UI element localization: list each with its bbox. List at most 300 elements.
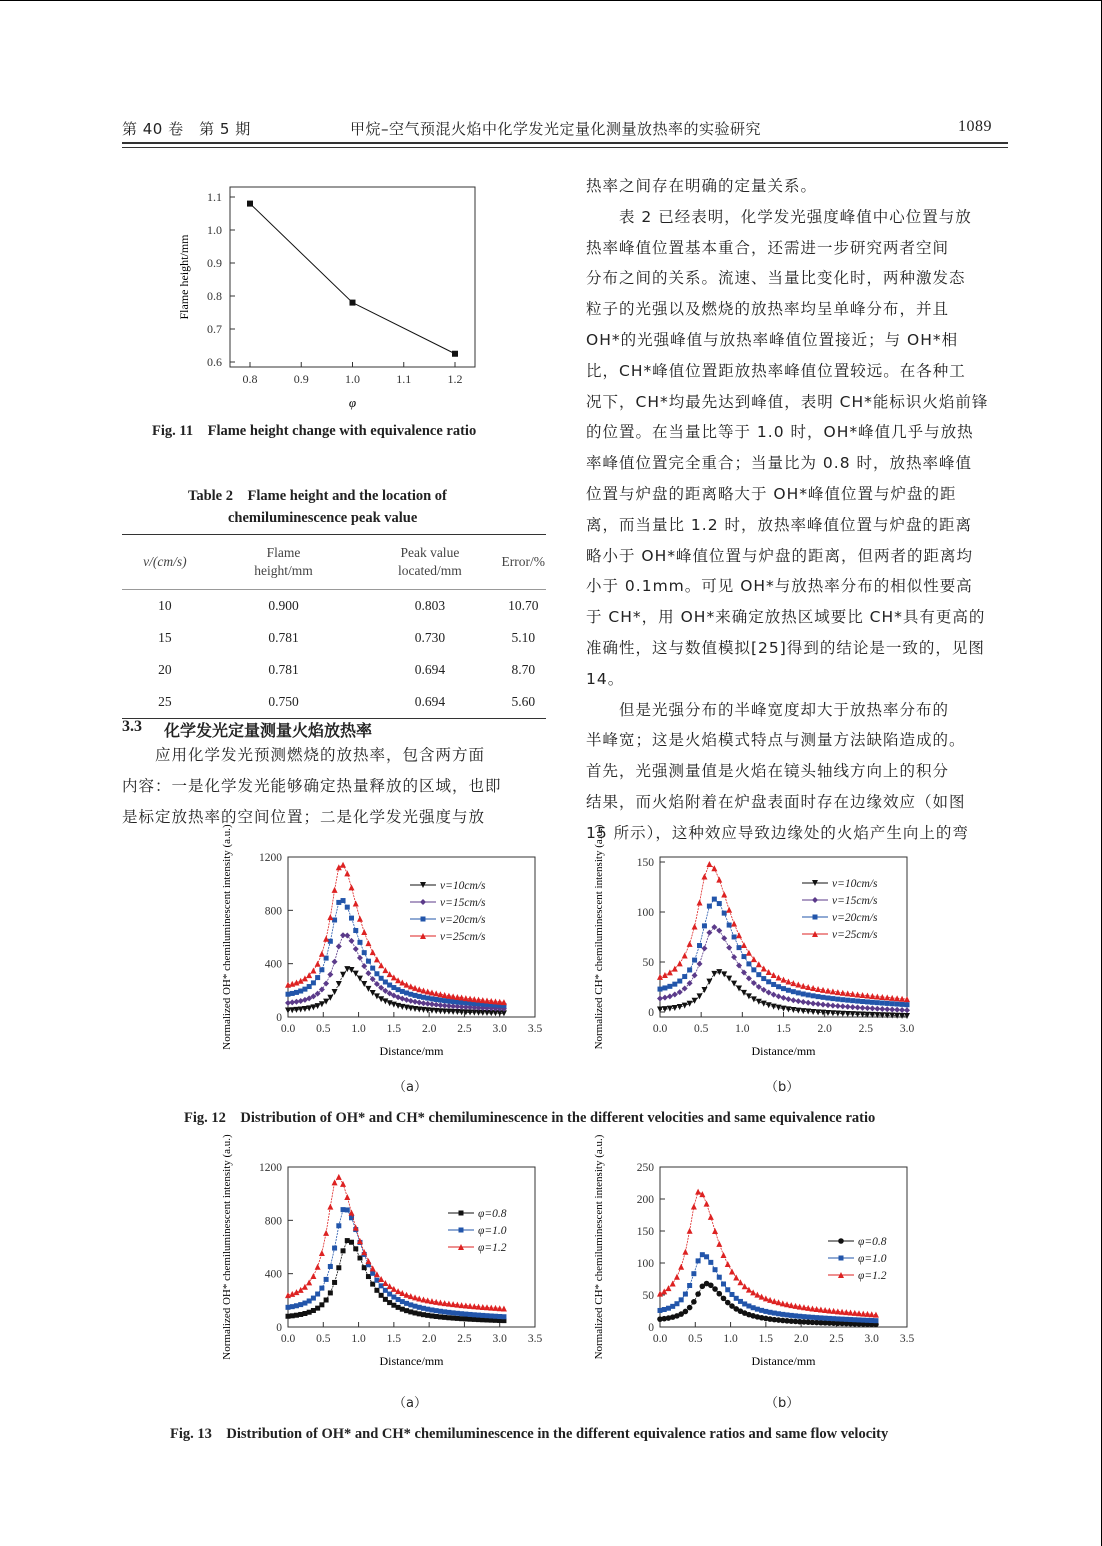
data-point [733, 1274, 739, 1280]
data-point [707, 904, 712, 909]
data-point [717, 1275, 722, 1280]
table-row [122, 622, 546, 654]
data-point [716, 969, 722, 975]
x-tick-label: 3.0 [899, 1023, 915, 1035]
data-point [696, 1258, 701, 1263]
text-line: 分布之间的关系。流速、当量比变化时，两种激发态 [586, 269, 966, 288]
fig13b-label: （b） [765, 1396, 800, 1411]
data-point [850, 998, 855, 1003]
data-point [830, 996, 835, 1001]
text-line: 粒子的光强以及燃烧的放热率均呈单峰分布，并且 [586, 300, 950, 319]
data-point [796, 990, 801, 995]
data-point [885, 1001, 890, 1006]
table-cell: 10 [158, 598, 172, 613]
table-cell: 10.70 [508, 598, 539, 613]
y-tick-label: 400 [264, 958, 282, 971]
data-point [721, 1252, 727, 1258]
data-point [332, 989, 338, 995]
text-line: 位置与炉盘的距离略大于 OH*峰值位置与炉盘的距 [586, 484, 957, 503]
data-point [677, 1004, 683, 1010]
data-point [855, 999, 860, 1004]
data-point [691, 1203, 697, 1209]
data-point [687, 1305, 693, 1311]
data-point [894, 1007, 900, 1013]
y-tick-label: 0.6 [207, 355, 222, 369]
header-title: 甲烷–空气预混火焰中化学发光定量化测量放热率的实验研究 [350, 120, 762, 138]
data-point [682, 1003, 688, 1009]
data-point [905, 1002, 910, 1007]
fig13a-label: （a） [393, 1396, 427, 1411]
data-point [687, 1228, 693, 1234]
data-point [701, 874, 707, 880]
data-point [695, 1189, 701, 1195]
data-point [357, 916, 363, 922]
y-tick-label: 50 [642, 957, 654, 969]
data-point [801, 991, 806, 996]
data-point [672, 966, 678, 972]
x-tick-label: 0.0 [280, 1023, 296, 1035]
data-point [766, 979, 771, 984]
text-line: 应用化学发光预测燃烧的放热率，包含两方面 [122, 746, 486, 764]
data-point [845, 1004, 851, 1010]
y-tick-label: 150 [636, 857, 654, 869]
data-point [830, 1003, 836, 1009]
data-point [319, 967, 324, 972]
data-point [353, 928, 358, 933]
data-point [716, 877, 722, 883]
data-point [353, 1246, 358, 1251]
legend-label: v=20cm/s [440, 914, 486, 926]
data-point [869, 1005, 875, 1011]
table-row [122, 590, 546, 623]
data-point [726, 945, 732, 951]
data-point [746, 961, 751, 966]
x-tick-label: 1.5 [386, 1023, 402, 1035]
data-point [771, 1004, 777, 1010]
data-point [790, 980, 796, 986]
y-axis-label: Normalized OH* chemiluminescent intensity (a.u.) [221, 1134, 233, 1360]
data-point [674, 1274, 680, 1280]
data-point [741, 942, 747, 948]
data-point [327, 1204, 333, 1210]
table-cell: 0.750 [268, 694, 299, 709]
data-point [821, 995, 826, 1000]
data-point [825, 1002, 831, 1008]
header-rule-thin [122, 147, 1008, 148]
fig12-caption: Fig. 12 Distribution of OH* and CH* chemiluminescence in the different velocities and same equivalence ratio [184, 1110, 876, 1126]
table-cell: 0.730 [414, 630, 446, 645]
y-tick-label: 0 [648, 1322, 654, 1334]
data-point [899, 1007, 905, 1013]
data-point [815, 1001, 821, 1007]
data-point [306, 1279, 312, 1285]
series-line [660, 1192, 876, 1315]
data-point [781, 986, 786, 991]
data-point [721, 1281, 726, 1286]
data-point [323, 980, 329, 986]
table-cell: 0.900 [268, 598, 299, 613]
data-point [362, 950, 367, 955]
data-point [667, 969, 673, 975]
data-point [751, 996, 757, 1002]
data-point [416, 1296, 422, 1302]
fig12a-chart [220, 824, 543, 1075]
data-point [895, 1002, 900, 1007]
data-point [366, 959, 371, 964]
x-tick-label: 3.5 [527, 1333, 543, 1345]
data-point [873, 1312, 879, 1318]
data-point [800, 983, 806, 989]
data-point [298, 1287, 304, 1293]
data-point [725, 1287, 730, 1292]
data-point [298, 998, 304, 1004]
data-point [716, 1291, 722, 1297]
data-point [662, 985, 667, 990]
data-point [353, 946, 359, 952]
fig12a-label: （a） [393, 1080, 427, 1095]
data-point [692, 958, 697, 963]
data-point [697, 961, 703, 967]
data-point [771, 982, 776, 987]
y-tick-label: 0.9 [207, 256, 222, 270]
data-point [336, 981, 342, 987]
data-point [374, 1288, 379, 1293]
data-point [429, 990, 435, 996]
data-point [786, 988, 791, 993]
data-point [332, 1246, 337, 1251]
text-line: 半峰宽；这是火焰模式特点与测量方法缺陷造成的。 [586, 731, 966, 750]
legend-label: v=10cm/s [440, 880, 486, 892]
data-point [404, 997, 410, 1003]
data-point [889, 1006, 895, 1012]
data-point [839, 1256, 844, 1261]
data-point [873, 1318, 878, 1323]
data-point [395, 1003, 401, 1009]
text-line: 是标定放热率的空间位置；二是化学发光强度与放 [122, 807, 486, 826]
data-point [315, 1292, 320, 1297]
table-row [122, 686, 546, 719]
x-tick-label: 0.8 [242, 372, 258, 386]
data-point [766, 1002, 772, 1008]
table-cell: 0.781 [268, 662, 299, 677]
data-point [708, 1214, 714, 1220]
data-point [285, 982, 291, 988]
section-title: 化学发光定量测量火焰放热率 [164, 721, 373, 740]
data-point [319, 1286, 324, 1291]
x-axis-label: Distance/mm [751, 1354, 816, 1368]
text-line: 略小于 OH*峰值位置与炉盘的距离，但两者的距离均 [586, 546, 974, 565]
data-point [727, 923, 732, 928]
table-cell: 0.694 [414, 694, 446, 709]
data-point [315, 961, 321, 967]
data-point [736, 962, 742, 968]
table2-header-row [122, 535, 546, 590]
data-point [678, 1264, 684, 1270]
data-point [860, 1005, 866, 1011]
data-point [687, 1283, 692, 1288]
legend-label: v=10cm/s [832, 878, 878, 890]
data-point [425, 989, 431, 995]
data-point [721, 891, 727, 897]
y-tick-label: 100 [636, 1258, 654, 1270]
data-point [731, 921, 737, 927]
data-point [310, 1273, 316, 1279]
legend-label: φ=1.0 [858, 1253, 887, 1265]
legend-label: v=15cm/s [832, 895, 878, 907]
data-point [344, 870, 350, 876]
y-tick-label: 800 [264, 905, 282, 918]
data-point [840, 1003, 846, 1009]
data-point [408, 998, 414, 1004]
y-axis-label: Flame height/mm [177, 234, 191, 320]
data-point [781, 977, 787, 983]
y-tick-label: 1200 [259, 1162, 282, 1174]
data-point [751, 967, 756, 972]
table2-col-velocity: v/(cm/s) [122, 535, 208, 590]
table-cell: 5.60 [511, 694, 536, 709]
data-point [682, 986, 688, 992]
data-point [812, 897, 818, 903]
data-point [880, 1001, 885, 1006]
text-line: 的位置。在当量比等于 1.0 时，OH*峰值几乎与放热 [586, 423, 974, 442]
data-point [708, 1282, 714, 1288]
data-point [692, 924, 698, 930]
data-point [879, 1006, 885, 1012]
data-point [672, 992, 678, 998]
table2-col-flame-height: Flame height/mm [208, 535, 359, 590]
text-line: 准确性，这与数值模拟[25]得到的结论是一致的，见图 [586, 638, 985, 657]
x-tick-label: 3.0 [492, 1333, 507, 1345]
x-axis-label: Distance/mm [379, 1044, 444, 1058]
data-point [825, 995, 830, 1000]
header-rule [122, 142, 1008, 144]
data-point [319, 1302, 324, 1307]
data-point [761, 966, 767, 972]
data-point [870, 1000, 875, 1005]
text-line: 15 所示），这种效应导致边缘处的火焰产生向上的弯 [586, 823, 969, 842]
data-point [864, 1005, 870, 1011]
x-tick-label: 3.5 [527, 1023, 543, 1035]
data-point [336, 1174, 342, 1180]
data-point [336, 1265, 341, 1270]
data-point [756, 999, 762, 1005]
x-tick-label: 1.0 [351, 1023, 366, 1035]
x-tick-label: 1.0 [351, 1333, 366, 1345]
x-axis-label: φ [348, 395, 357, 410]
data-point [721, 1296, 727, 1302]
x-tick-label: 3.0 [864, 1333, 879, 1345]
legend-label: φ=0.8 [858, 1236, 887, 1248]
fig12b-label: （b） [765, 1080, 800, 1095]
text-line: 结果，而火焰附着在炉盘表面时存在边缘效应（如图 [586, 792, 966, 811]
data-point [701, 987, 707, 993]
y-tick-label: 150 [636, 1226, 654, 1238]
data-point [811, 993, 816, 998]
data-point [741, 990, 747, 996]
x-tick-label: 2.5 [829, 1333, 844, 1345]
data-point [721, 935, 727, 941]
data-point [327, 914, 333, 920]
text-line: 但是光强分布的半峰宽度却大于放热率分布的 [586, 700, 950, 719]
data-point [712, 897, 717, 902]
data-point [695, 1291, 701, 1297]
data-point [875, 1000, 880, 1005]
data-point [704, 1201, 710, 1207]
data-point [840, 997, 845, 1002]
data-point [459, 1228, 464, 1233]
x-tick-label: 2.0 [817, 1023, 832, 1035]
data-point [319, 951, 325, 957]
data-point [806, 992, 811, 997]
data-point [865, 999, 870, 1004]
legend-label: φ=0.8 [478, 1208, 507, 1220]
x-tick-label: 1.0 [345, 372, 360, 386]
data-point [904, 1007, 910, 1013]
data-point [349, 938, 355, 944]
data-point [874, 1006, 880, 1012]
data-point [667, 993, 673, 999]
data-point [315, 1264, 321, 1270]
data-point [784, 1301, 790, 1307]
x-tick-label: 1.0 [723, 1333, 738, 1345]
data-point [310, 967, 316, 973]
data-point [687, 1001, 693, 1007]
table2-title-line2: chemiluminescence peak value [228, 510, 418, 526]
data-point [716, 1241, 722, 1247]
data-point [736, 932, 742, 938]
data-point [459, 1211, 464, 1216]
y-tick-label: 0 [276, 1322, 282, 1334]
x-tick-label: 0.5 [688, 1333, 703, 1345]
data-point [776, 984, 781, 989]
x-tick-label: 1.1 [396, 372, 412, 386]
data-point [746, 950, 752, 956]
data-point [391, 1002, 397, 1008]
data-point [344, 1194, 350, 1200]
data-point [421, 917, 426, 922]
table-cell: 0.694 [414, 662, 446, 677]
data-point [677, 989, 683, 995]
data-point [725, 1261, 731, 1267]
data-point [501, 1314, 506, 1319]
data-point [805, 1000, 811, 1006]
data-point [412, 1294, 418, 1300]
x-tick-label: 2.0 [793, 1333, 809, 1345]
data-point [340, 1181, 346, 1187]
data-point [311, 980, 316, 985]
data-point [670, 1280, 676, 1286]
data-point [708, 1260, 713, 1265]
text-line: 表 2 已经表明，化学发光强度峰值中心位置与放 [586, 207, 972, 226]
data-point [324, 1298, 329, 1303]
y-tick-label: 1.1 [207, 190, 222, 204]
x-tick-label: 3.5 [899, 1333, 915, 1345]
data-point [860, 999, 865, 1004]
data-point [845, 998, 850, 1003]
data-point [704, 1254, 709, 1259]
table-cell: 15 [158, 630, 172, 645]
x-tick-label: 0.9 [293, 372, 309, 386]
data-point [766, 969, 772, 975]
data-point [452, 351, 458, 357]
table2-col-error: Error/% [501, 535, 546, 590]
data-point [365, 940, 371, 946]
data-point [679, 1297, 684, 1302]
data-point [353, 900, 359, 906]
data-point [310, 1004, 316, 1010]
data-point [662, 972, 668, 978]
legend-label: v=25cm/s [832, 929, 878, 941]
text-line: 小于 0.1mm。可见 OH*与放热率分布的相似性要高 [586, 577, 973, 596]
header-page-number: 1089 [958, 118, 992, 135]
data-point [761, 1001, 767, 1007]
data-point [729, 1268, 735, 1274]
y-tick-label: 400 [264, 1268, 282, 1281]
data-point [706, 979, 712, 985]
y-tick-label: 0.7 [207, 322, 222, 336]
text-line: 率峰值位置完全重合；当量比为 0.8 时，放热率峰值 [586, 454, 973, 473]
data-point [345, 905, 350, 910]
data-point [701, 945, 707, 951]
data-point [683, 1309, 689, 1315]
data-point [682, 974, 687, 979]
data-point [810, 1000, 816, 1006]
data-point [781, 995, 787, 1001]
data-point [365, 1258, 371, 1264]
top-border [0, 0, 1102, 1]
data-point [374, 971, 379, 976]
data-point [328, 1264, 333, 1269]
data-point [795, 998, 801, 1004]
data-point [341, 898, 346, 903]
x-tick-label: 2.0 [421, 1023, 437, 1035]
data-point [746, 975, 752, 981]
table-cell: 0.781 [268, 630, 299, 645]
x-tick-label: 0.5 [316, 1023, 331, 1035]
data-point [420, 987, 426, 993]
text-line: 热率峰值位置基本重合，还需进一步研究两者空间 [586, 238, 950, 257]
right-column-text [586, 171, 988, 849]
data-point [324, 1277, 329, 1282]
legend-label: φ=1.2 [478, 1242, 507, 1254]
data-point [667, 984, 672, 989]
plot-frame [230, 187, 475, 367]
data-point [712, 1286, 718, 1292]
table-cell: 0.803 [414, 598, 446, 613]
section-number: 3.3 [122, 718, 142, 735]
data-point [795, 982, 801, 988]
data-point [780, 1300, 786, 1306]
x-tick-label: 2.5 [457, 1023, 472, 1035]
text-line: 比，CH*峰值位置距放热率峰值位置较远。在各种工 [586, 361, 966, 380]
x-axis-label: Distance/mm [751, 1044, 816, 1058]
y-tick-label: 250 [636, 1162, 654, 1174]
y-tick-label: 1.0 [207, 223, 222, 237]
data-point [732, 934, 737, 939]
table-cell: 5.10 [511, 630, 536, 645]
fig13b-chart [592, 1134, 915, 1385]
fig11-caption: Fig. 11 Flame height change with equivalence ratio [152, 423, 477, 439]
data-point [357, 940, 362, 945]
data-point [657, 996, 663, 1002]
data-point [327, 972, 333, 978]
y-tick-label: 1200 [259, 852, 282, 864]
data-point [332, 959, 338, 965]
legend-label: v=25cm/s [440, 931, 486, 943]
x-tick-label: 0.5 [693, 1023, 709, 1035]
data-point [657, 974, 663, 980]
y-tick-label: 0 [276, 1012, 282, 1024]
